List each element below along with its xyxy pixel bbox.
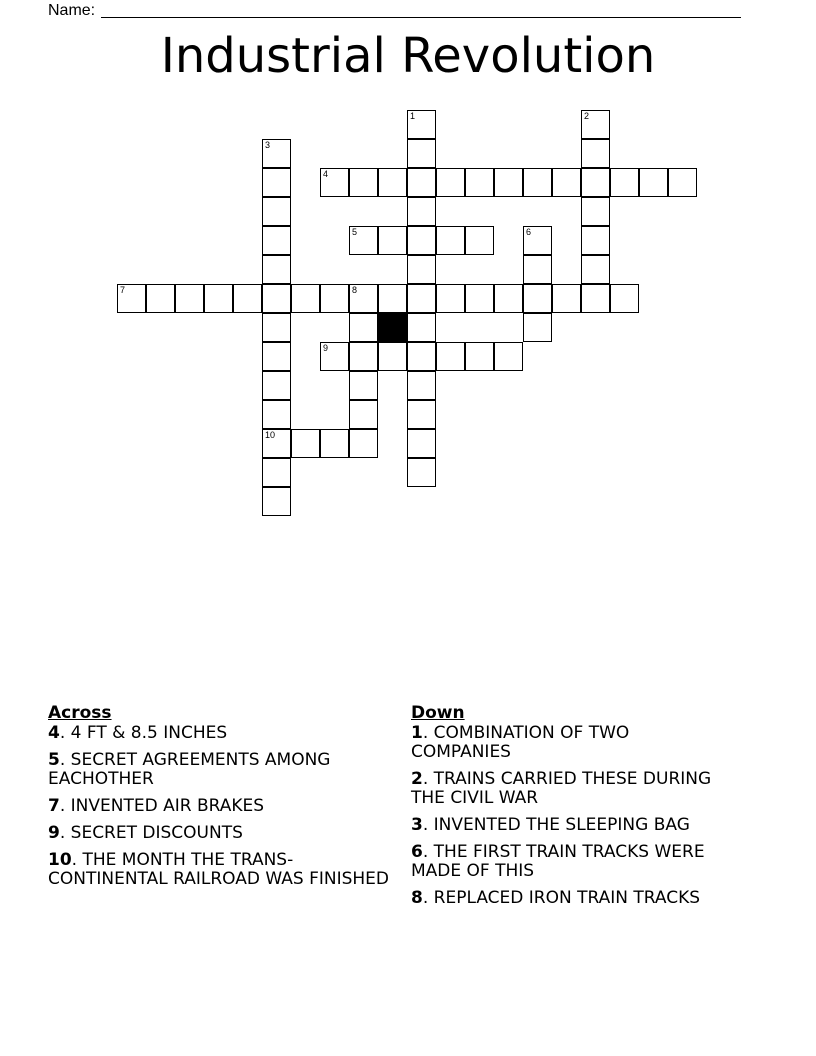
cell-number: 2 bbox=[584, 111, 590, 121]
cell-number: 7 bbox=[120, 285, 126, 295]
grid-cell[interactable] bbox=[291, 429, 320, 458]
grid-cell[interactable] bbox=[349, 284, 378, 313]
grid-cell[interactable] bbox=[320, 284, 349, 313]
clue-number: 7 bbox=[48, 796, 60, 816]
cell-number: 5 bbox=[352, 227, 358, 237]
grid-cell[interactable] bbox=[407, 400, 436, 429]
grid-cell[interactable] bbox=[610, 168, 639, 197]
name-underline[interactable] bbox=[101, 2, 741, 18]
down-clue-3: 3. INVENTED THE SLEEPING BAG bbox=[411, 815, 690, 835]
grid-cell[interactable] bbox=[436, 226, 465, 255]
grid-cell[interactable] bbox=[262, 226, 291, 255]
grid-cell[interactable] bbox=[378, 342, 407, 371]
grid-cell[interactable] bbox=[407, 342, 436, 371]
name-field[interactable] bbox=[48, 0, 748, 20]
cell-number: 6 bbox=[526, 227, 532, 237]
grid-cell[interactable] bbox=[465, 168, 494, 197]
clue-text: SECRET DISCOUNTS bbox=[70, 823, 243, 843]
grid-cell[interactable] bbox=[436, 342, 465, 371]
grid-cell[interactable] bbox=[407, 429, 436, 458]
across-clue-9: 9. SECRET DISCOUNTS bbox=[48, 823, 243, 843]
grid-cell[interactable] bbox=[407, 197, 436, 226]
across-heading: Across bbox=[48, 703, 112, 723]
grid-cell[interactable] bbox=[436, 284, 465, 313]
grid-cell[interactable] bbox=[262, 168, 291, 197]
page-title: Industrial Revolution bbox=[160, 28, 656, 84]
clue-text: INVENTED AIR BRAKES bbox=[70, 796, 265, 816]
across-clue-4: 4. 4 FT & 8.5 INCHES bbox=[48, 723, 228, 743]
clue-text: THE FIRST TRAIN TRACKS WERE MADE OF THIS bbox=[411, 842, 705, 881]
cell-number: 8 bbox=[352, 285, 358, 295]
cell-number: 4 bbox=[323, 169, 329, 179]
across-clue-7: 7. INVENTED AIR BRAKES bbox=[48, 796, 265, 816]
cell-number: 1 bbox=[410, 111, 416, 121]
down-clue-6: 6. THE FIRST TRAIN TRACKS WERE MADE OF THIS bbox=[411, 842, 705, 881]
grid-cell[interactable] bbox=[349, 371, 378, 400]
grid-cell[interactable] bbox=[610, 284, 639, 313]
grid-cell[interactable] bbox=[320, 168, 349, 197]
grid-cell[interactable] bbox=[262, 197, 291, 226]
grid-cell[interactable] bbox=[581, 255, 610, 284]
grid-cell[interactable] bbox=[378, 284, 407, 313]
grid-cell[interactable] bbox=[233, 284, 262, 313]
down-heading: Down bbox=[411, 703, 465, 723]
clue-number: 10 bbox=[48, 850, 72, 870]
grid-cell[interactable] bbox=[320, 342, 349, 371]
grid-cell[interactable] bbox=[494, 168, 523, 197]
clue-text: TRAINS CARRIED THESE DURING THE CIVIL WAR bbox=[411, 769, 712, 808]
grid-cell[interactable] bbox=[465, 226, 494, 255]
clue-number: 8 bbox=[411, 888, 423, 908]
name-label: Name: bbox=[48, 2, 96, 19]
grid-cell[interactable] bbox=[465, 342, 494, 371]
grid-cell[interactable] bbox=[291, 284, 320, 313]
grid-cell[interactable] bbox=[262, 313, 291, 342]
across-clue-list bbox=[48, 724, 398, 889]
black-square bbox=[378, 313, 407, 342]
grid-cell[interactable] bbox=[436, 168, 465, 197]
grid-cell[interactable] bbox=[407, 226, 436, 255]
down-clue-2: 2. TRAINS CARRIED THESE DURING THE CIVIL WAR bbox=[411, 769, 712, 808]
grid-cell[interactable] bbox=[407, 313, 436, 342]
grid-cell[interactable] bbox=[407, 371, 436, 400]
grid-cell[interactable] bbox=[407, 110, 436, 139]
grid-cell[interactable] bbox=[523, 226, 552, 255]
grid-cell[interactable] bbox=[349, 168, 378, 197]
grid-cell[interactable] bbox=[320, 429, 349, 458]
grid-cell[interactable] bbox=[349, 313, 378, 342]
clue-number: 1 bbox=[411, 723, 423, 743]
grid-cell[interactable] bbox=[523, 255, 552, 284]
grid-cell[interactable] bbox=[262, 139, 291, 168]
grid-cell[interactable] bbox=[465, 284, 494, 313]
across-clues bbox=[48, 703, 398, 897]
across-clue-5: 5. SECRET AGREEMENTS AMONG EACHOTHER bbox=[48, 750, 331, 789]
clue-number: 9 bbox=[48, 823, 60, 843]
grid-cell[interactable] bbox=[407, 255, 436, 284]
cell-number: 9 bbox=[323, 343, 329, 353]
clue-number: 2 bbox=[411, 769, 423, 789]
down-clue-8: 8. REPLACED IRON TRAIN TRACKS bbox=[411, 888, 701, 908]
clue-text: SECRET AGREEMENTS AMONG EACHOTHER bbox=[48, 750, 331, 789]
grid-cell[interactable] bbox=[262, 284, 291, 313]
grid-cell[interactable] bbox=[262, 458, 291, 487]
down-clue-list bbox=[411, 724, 731, 908]
clue-number: 4 bbox=[48, 723, 60, 743]
clue-number: 5 bbox=[48, 750, 60, 770]
grid-cell[interactable] bbox=[581, 226, 610, 255]
clue-number: 3 bbox=[411, 815, 423, 835]
grid-cell[interactable] bbox=[349, 400, 378, 429]
grid-cell[interactable] bbox=[523, 313, 552, 342]
grid-cell[interactable] bbox=[407, 168, 436, 197]
grid-cell[interactable] bbox=[581, 168, 610, 197]
grid-cell[interactable] bbox=[581, 139, 610, 168]
clue-text: COMBINATION OF TWO COMPANIES bbox=[411, 723, 630, 762]
grid-cell[interactable] bbox=[407, 284, 436, 313]
grid-cell[interactable] bbox=[262, 342, 291, 371]
grid-cell[interactable] bbox=[349, 342, 378, 371]
grid-cell[interactable] bbox=[523, 284, 552, 313]
grid-cell[interactable] bbox=[581, 284, 610, 313]
grid-cell[interactable] bbox=[552, 168, 581, 197]
grid-cell[interactable] bbox=[407, 139, 436, 168]
grid-cell[interactable] bbox=[668, 168, 697, 197]
across-clue-10: 10. THE MONTH THE TRANS-CONTINENTAL RAILROAD WAS FINISHED bbox=[48, 850, 389, 889]
grid-cell[interactable] bbox=[262, 429, 291, 458]
down-clue-1: 1. COMBINATION OF TWO COMPANIES bbox=[411, 723, 630, 762]
grid-cell[interactable] bbox=[262, 255, 291, 284]
cell-number: 3 bbox=[265, 140, 271, 150]
grid-cell[interactable] bbox=[262, 371, 291, 400]
grid-cell[interactable] bbox=[639, 168, 668, 197]
grid-cell[interactable] bbox=[262, 400, 291, 429]
grid-cell[interactable] bbox=[378, 168, 407, 197]
grid-cell[interactable] bbox=[175, 284, 204, 313]
grid-cell[interactable] bbox=[581, 110, 610, 139]
grid-cell[interactable] bbox=[494, 342, 523, 371]
clue-text: INVENTED THE SLEEPING BAG bbox=[433, 815, 690, 835]
clue-text: THE MONTH THE TRANS-CONTINENTAL RAILROAD WAS FINISHED bbox=[48, 850, 389, 889]
clue-text: 4 FT & 8.5 INCHES bbox=[70, 723, 228, 743]
grid-cell[interactable] bbox=[581, 197, 610, 226]
grid-cell[interactable] bbox=[523, 168, 552, 197]
grid-cell[interactable] bbox=[349, 429, 378, 458]
clue-number: 6 bbox=[411, 842, 423, 862]
grid-cell[interactable] bbox=[146, 284, 175, 313]
clue-text: REPLACED IRON TRAIN TRACKS bbox=[433, 888, 701, 908]
grid-cell[interactable] bbox=[349, 226, 378, 255]
grid-cell[interactable] bbox=[494, 284, 523, 313]
grid-cell[interactable] bbox=[204, 284, 233, 313]
grid-cell[interactable] bbox=[552, 284, 581, 313]
grid-cell[interactable] bbox=[378, 226, 407, 255]
down-clues bbox=[411, 703, 731, 916]
grid-cell[interactable] bbox=[407, 458, 436, 487]
cell-number: 10 bbox=[265, 430, 276, 440]
grid-cell[interactable] bbox=[262, 487, 291, 516]
grid-cell[interactable] bbox=[117, 284, 146, 313]
